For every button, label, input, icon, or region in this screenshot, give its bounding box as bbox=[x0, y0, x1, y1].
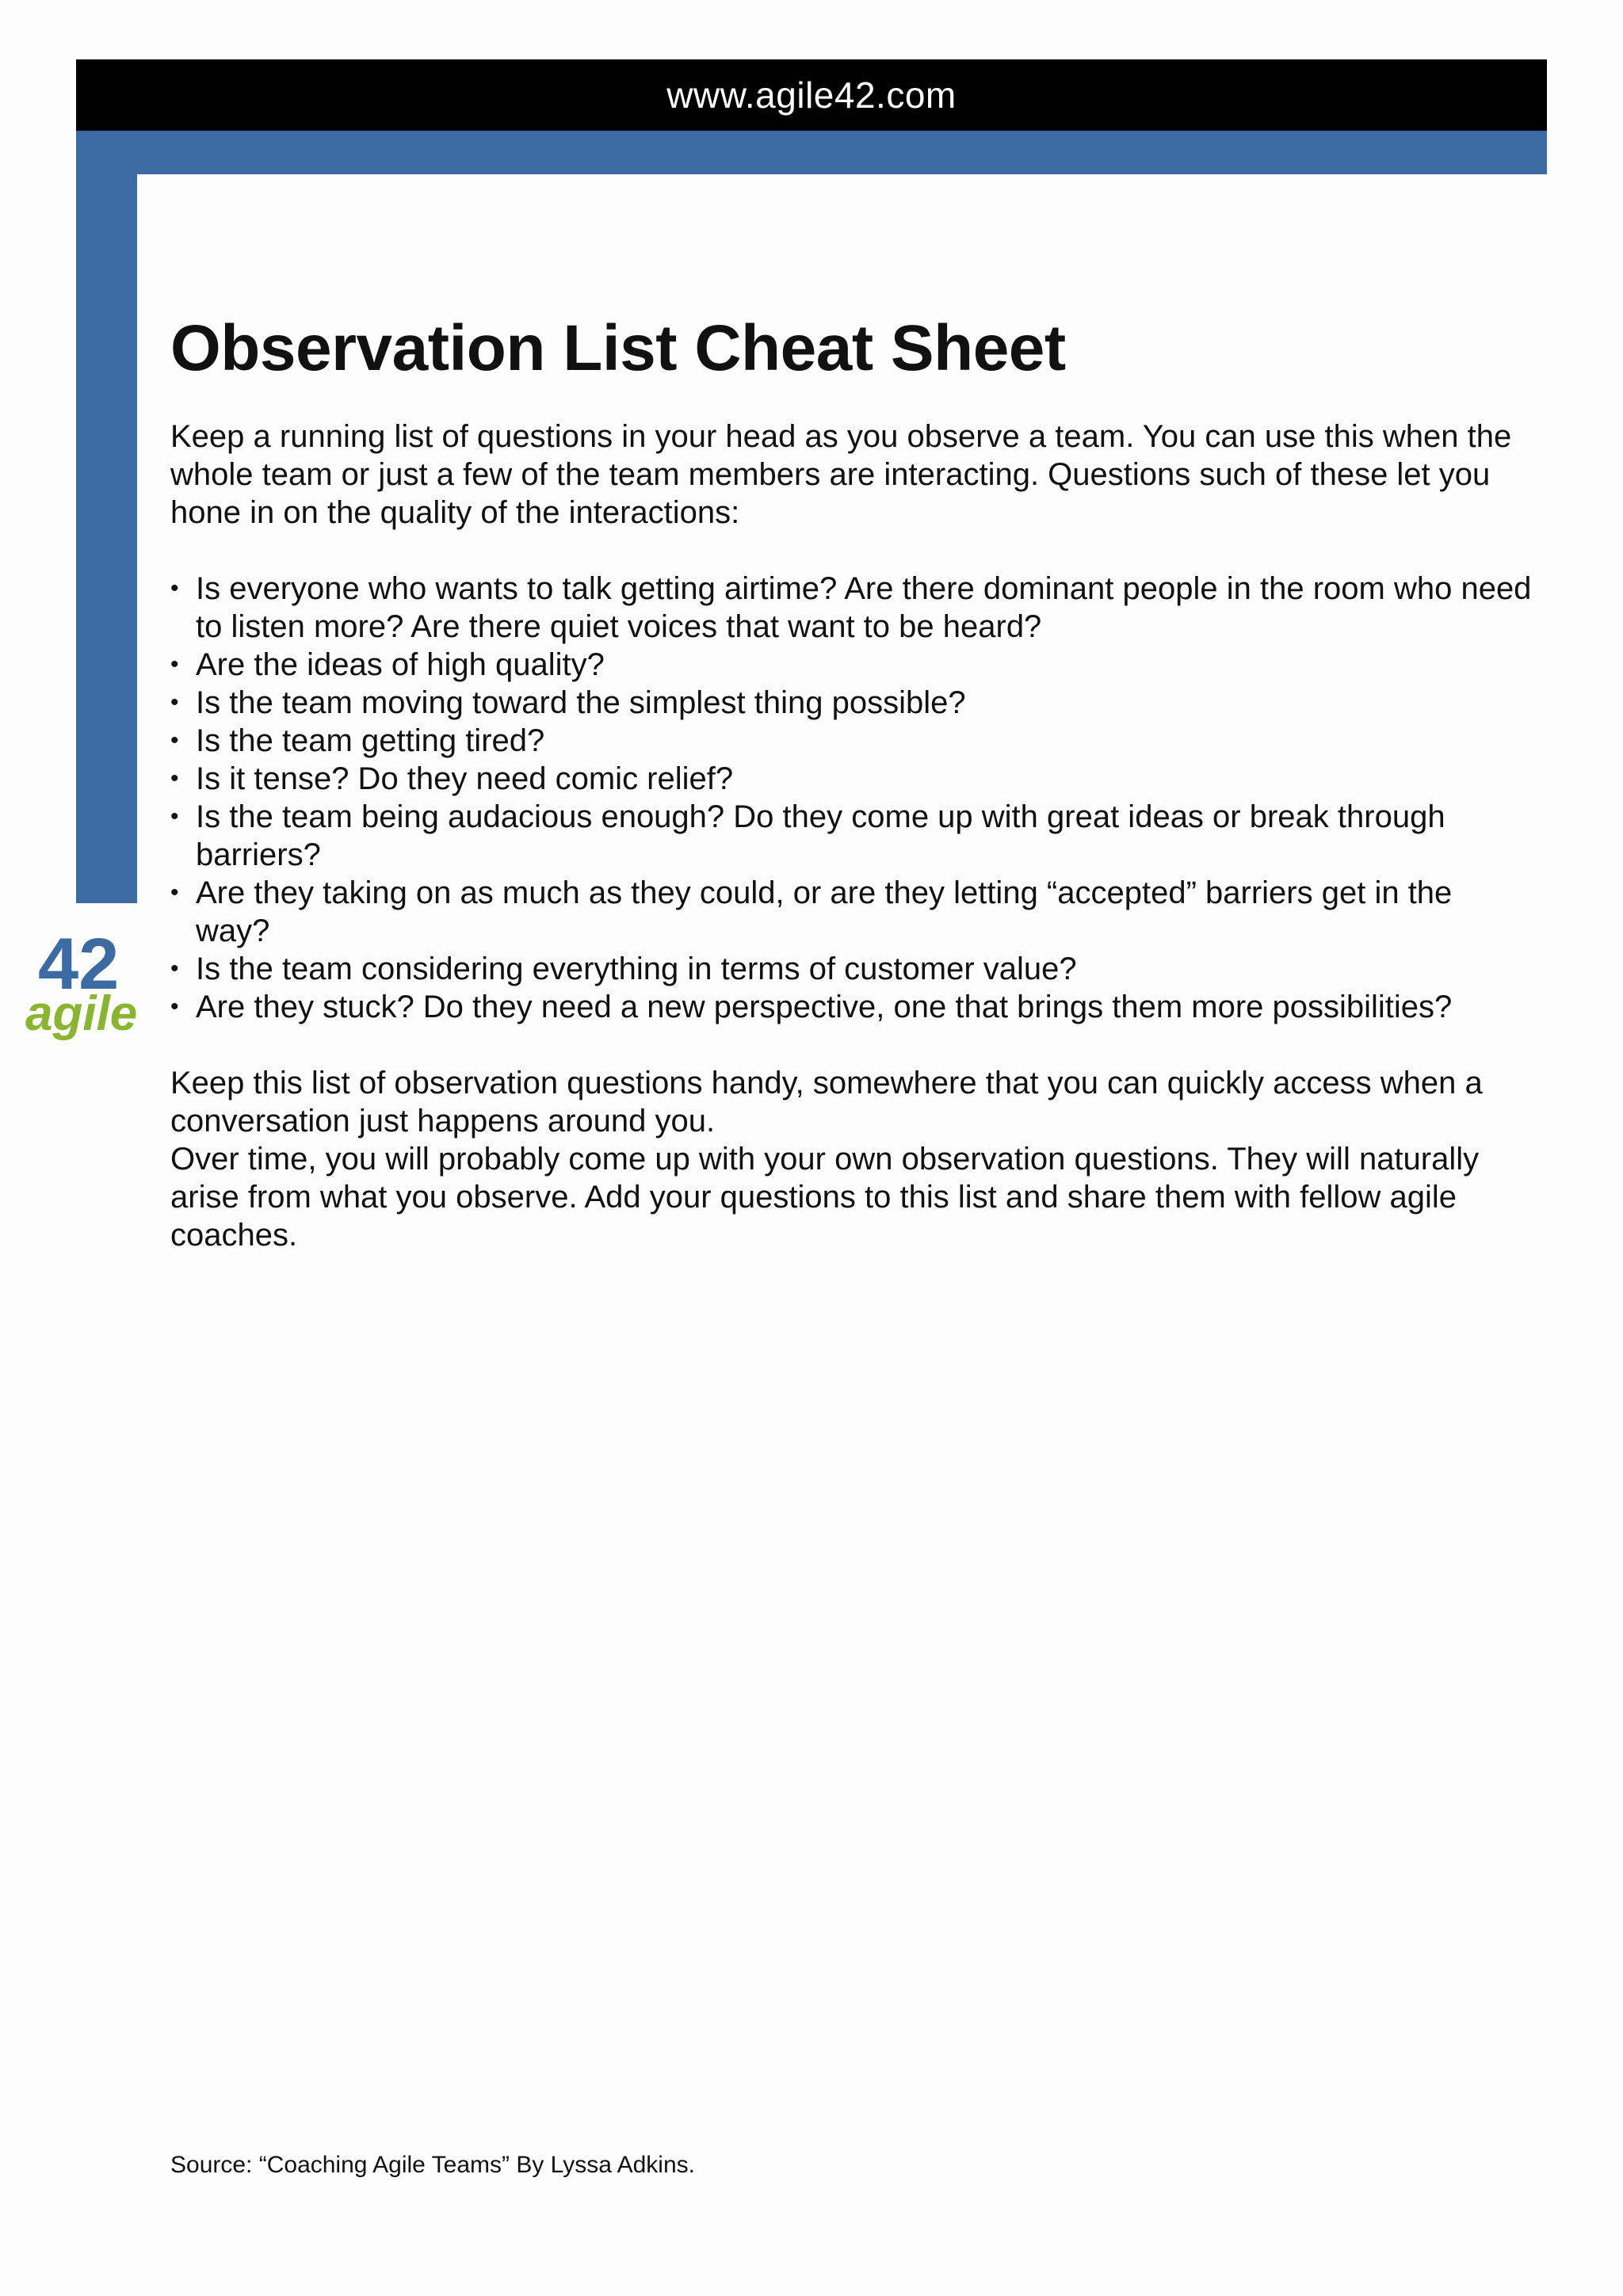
source-citation: Source: “Coaching Agile Teams” By Lyssa Adkins. bbox=[170, 2152, 695, 2178]
list-item bbox=[170, 950, 1533, 988]
question-text: Are the ideas of high quality? bbox=[196, 647, 605, 683]
question-text: Is it tense? Do they need comic relief? bbox=[196, 761, 734, 797]
bullet-icon: • bbox=[170, 994, 179, 1020]
blue-accent-sidebar bbox=[76, 174, 137, 903]
list-item bbox=[170, 646, 1533, 684]
bullet-icon: • bbox=[170, 765, 179, 792]
observation-question-list bbox=[170, 570, 1533, 1026]
list-item bbox=[170, 798, 1533, 874]
question-text: Are they stuck? Do they need a new perspective, one that brings them more possibilities? bbox=[196, 990, 1453, 1025]
bullet-icon: • bbox=[170, 879, 179, 906]
main-content bbox=[170, 313, 1533, 1254]
question-text: Is the team considering everything in terms of customer value? bbox=[196, 952, 1077, 987]
bullet-icon: • bbox=[170, 575, 179, 602]
bullet-icon: • bbox=[170, 727, 179, 754]
list-item bbox=[170, 760, 1533, 798]
list-item bbox=[170, 570, 1533, 646]
bullet-icon: • bbox=[170, 955, 179, 982]
list-item bbox=[170, 684, 1533, 722]
bullet-icon: • bbox=[170, 803, 179, 830]
header-bar bbox=[76, 59, 1547, 131]
closing-paragraph-2: Over time, you will probably come up with your own observation questions. They will naturally arise from what you observe. Add your questions to this list and share them with fellow agile coaches. bbox=[170, 1142, 1480, 1253]
list-item bbox=[170, 988, 1533, 1026]
question-text: Is everyone who wants to talk getting airtime? Are there dominant people in the room who need to listen more? Are there quiet voices that want to be heard? bbox=[196, 571, 1532, 645]
logo-number: 42 bbox=[38, 924, 120, 1005]
intro-paragraph: Keep a running list of questions in your head as you observe a team. You can use this when the whole team or just a few of the team members are interacting. Questions such of these let you hone in on the quality of the interactions: bbox=[170, 419, 1512, 531]
question-text: Is the team being audacious enough? Do they come up with great ideas or break through barriers? bbox=[196, 799, 1445, 873]
website-url: www.agile42.com bbox=[666, 74, 957, 116]
agile42-logo bbox=[22, 919, 149, 1046]
blue-accent-band bbox=[76, 131, 1547, 174]
list-item bbox=[170, 722, 1533, 760]
bullet-icon: • bbox=[170, 651, 179, 678]
question-text: Is the team moving toward the simplest thing possible? bbox=[196, 685, 966, 721]
question-text: Are they taking on as much as they could, or are they letting “accepted” barriers get in the way? bbox=[196, 875, 1453, 949]
logo-word: agile bbox=[25, 986, 138, 1041]
page-title: Observation List Cheat Sheet bbox=[170, 312, 1066, 384]
list-item bbox=[170, 874, 1533, 950]
bullet-icon: • bbox=[170, 689, 179, 716]
question-text: Is the team getting tired? bbox=[196, 723, 545, 759]
closing-paragraph-1: Keep this list of observation questions handy, somewhere that you can quickly access when a conversation just happens around you. bbox=[170, 1066, 1483, 1139]
